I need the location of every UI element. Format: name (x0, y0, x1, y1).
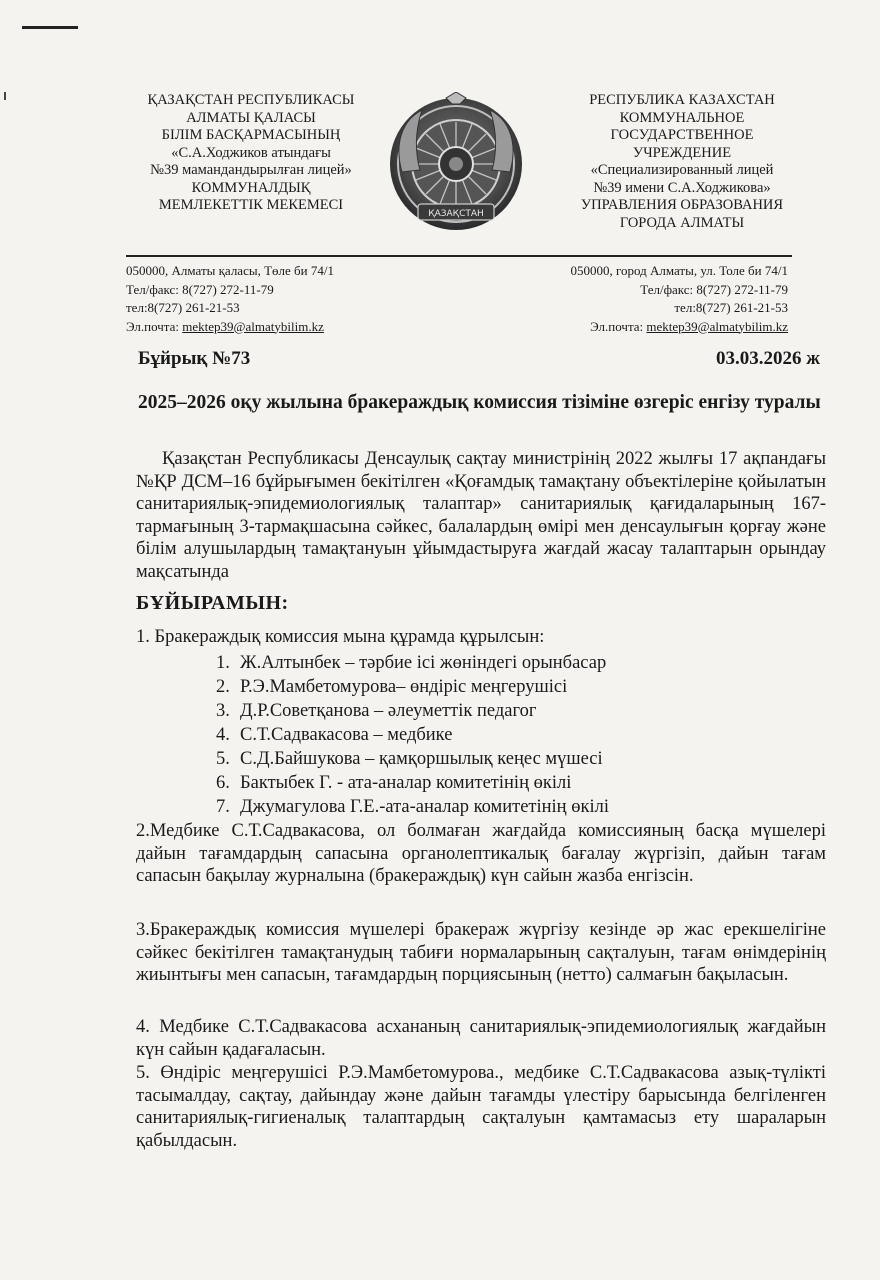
header-divider (126, 255, 792, 257)
order-number: Бұйрық №73 (138, 348, 251, 369)
list-item (216, 675, 609, 699)
emblem-text: ҚАЗАҚСТАН (428, 209, 484, 219)
header-line: АЛМАТЫ ҚАЛАСЫ (186, 109, 316, 126)
email-line (458, 318, 788, 337)
header-line: №39 мамандандырылған лицей» (150, 162, 352, 178)
list-item (216, 723, 609, 747)
header-line: УЧРЕЖДЕНИЕ (632, 144, 732, 161)
paragraph-3: 3.Бракераждық комиссия мүшелері бракераж жүргізу кезінде әр жас ерекшелігіне сәйкес бекітілген тамақтанудың табиғи нормаларының сақталуын, тағам өнімдерінің жиынтығы мен сапасын, тағамдардың порциясының (нетто) салмағын бақыласын. (136, 920, 826, 985)
address-line: 050000, город Алматы, ул. Толе би 74/1 (570, 263, 788, 278)
state-emblem-icon (388, 92, 524, 240)
list-item (216, 795, 609, 819)
phone-fax: Тел/факс: 8(727) 272-11-79 (126, 281, 274, 297)
paragraph-2: 2.Медбике С.Т.Садвакасова, ол болмаған жағдайда комиссияның басқа мүшелері дайын тағамдардың сапасына органолептикалық бағалау жүргізіп, дайын тағам сапасын бақылау журналына (бракераждық) күн сайын жазба енгізсін. (136, 821, 826, 886)
commission-members-list (216, 651, 609, 819)
paragraph-1: 1. Бракераждық комиссия мына құрамда құрылсын: (136, 627, 545, 647)
header-line: КОММУНАЛДЫҚ (191, 179, 311, 196)
phone-fax: Тел/факс: 8(727) 272-11-79 (640, 281, 788, 297)
list-item (216, 747, 609, 771)
paragraph-5: 5. Өндіріс меңгерушісі Р.Э.Мамбетомурова., медбике С.Т.Садвакасова азық-түлікті тасымалдау, сақтау, дайындау және дайын тағамды үлестіру барысында белгіленген санитариялық-гигиеналық талаптардың сақталуын қамтамасыз ету шараларын қабылдасын. (136, 1063, 826, 1151)
list-number: 1. (216, 653, 230, 673)
header-line: ҚАЗАҚСТАН РЕСПУБЛИКАСЫ (147, 92, 355, 108)
header-russian (548, 92, 816, 232)
order-date: 03.03.2026 ж (715, 348, 820, 369)
email-line (126, 318, 426, 337)
email-link[interactable]: mektep39@almatybilim.kz (646, 318, 788, 334)
address-block-kazakh (126, 262, 426, 336)
member-text: Джумагулова Г.Е.-ата-аналар комитетінің өкілі (240, 797, 609, 817)
list-number: 3. (216, 701, 230, 721)
email-label: Эл.почта: (590, 318, 647, 334)
list-number: 6. (216, 773, 230, 793)
address-line: 050000, Алматы қаласы, Төле би 74/1 (126, 263, 334, 278)
list-number: 4. (216, 725, 230, 745)
header-kazakh (120, 92, 382, 215)
address-block-russian (458, 262, 788, 336)
header-line: ГОСУДАРСТВЕННОЕ (610, 127, 754, 143)
member-text: Ж.Алтынбек – тәрбие ісі жөніндегі орынбасар (240, 653, 607, 673)
header-line: ГОРОДА АЛМАТЫ (619, 214, 745, 231)
order-title: 2025–2026 оқу жылына бракераждық комиссия тізіміне өзгеріс енгізу туралы (138, 392, 821, 413)
header-line: «Специализированный лицей (590, 162, 774, 178)
header-line: УПРАВЛЕНИЯ ОБРАЗОВАНИЯ (580, 197, 784, 213)
member-text: Р.Э.Мамбетомурова– өндіріс меңгерушісі (240, 677, 568, 697)
header-line: БІЛІМ БАСҚАРМАСЫНЫҢ (161, 127, 341, 143)
email-link[interactable]: mektep39@almatybilim.kz (182, 318, 324, 334)
scan-mark (22, 26, 78, 29)
scan-dot (4, 92, 6, 100)
header-line: №39 имени С.А.Ходжикова» (593, 179, 771, 196)
list-item (216, 651, 609, 675)
paragraph-4: 4. Медбике С.Т.Садвакасова асхананың санитариялық-эпидемиологиялық жағдайын күн сайын қадағаласын. (136, 1017, 826, 1060)
list-number: 7. (216, 797, 230, 817)
list-item (216, 699, 609, 723)
header-line: РЕСПУБЛИКА КАЗАХСТАН (589, 92, 775, 108)
intro-paragraph: Қазақстан Республикасы Денсаулық сақтау министрінің 2022 жылғы 17 ақпандағы №ҚР ДСМ–16 бұйрығымен бекітілген «Қоғамдық тамақтану объектілеріне қойылатын санитариялық-эпидемиологиялық талаптар» санитариялық қағидаларының 167-тармағының 3-тармақшасына сәйкес, балалардың өмірі мен денсаулығын қорғау және білім алушылардың тамақтануын ұйымдастыруға жағдай жасау талаптарын орындау мақсатында (136, 449, 826, 582)
header-line: МЕМЛЕКЕТТІК МЕКЕМЕСІ (158, 197, 344, 213)
phone: тел:8(727) 261-21-53 (126, 300, 240, 315)
member-text: Бактыбек Г. - ата-аналар комитетінің өкілі (240, 773, 572, 793)
list-number: 5. (216, 749, 230, 769)
header-line: «С.А.Ходжиков атындағы (171, 144, 331, 161)
email-label: Эл.почта: (126, 318, 183, 334)
phone: тел:8(727) 261-21-53 (674, 300, 788, 315)
member-text: С.Т.Садвакасова – медбике (240, 725, 453, 745)
member-text: С.Д.Байшукова – қамқоршылық кеңес мүшесі (240, 749, 603, 769)
list-number: 2. (216, 677, 230, 697)
list-item (216, 771, 609, 795)
order-heading: БҰЙЫРАМЫН: (136, 592, 289, 614)
member-text: Д.Р.Советқанова – әлеуметтік педагог (240, 701, 537, 721)
header-line: КОММУНАЛЬНОЕ (619, 109, 745, 126)
